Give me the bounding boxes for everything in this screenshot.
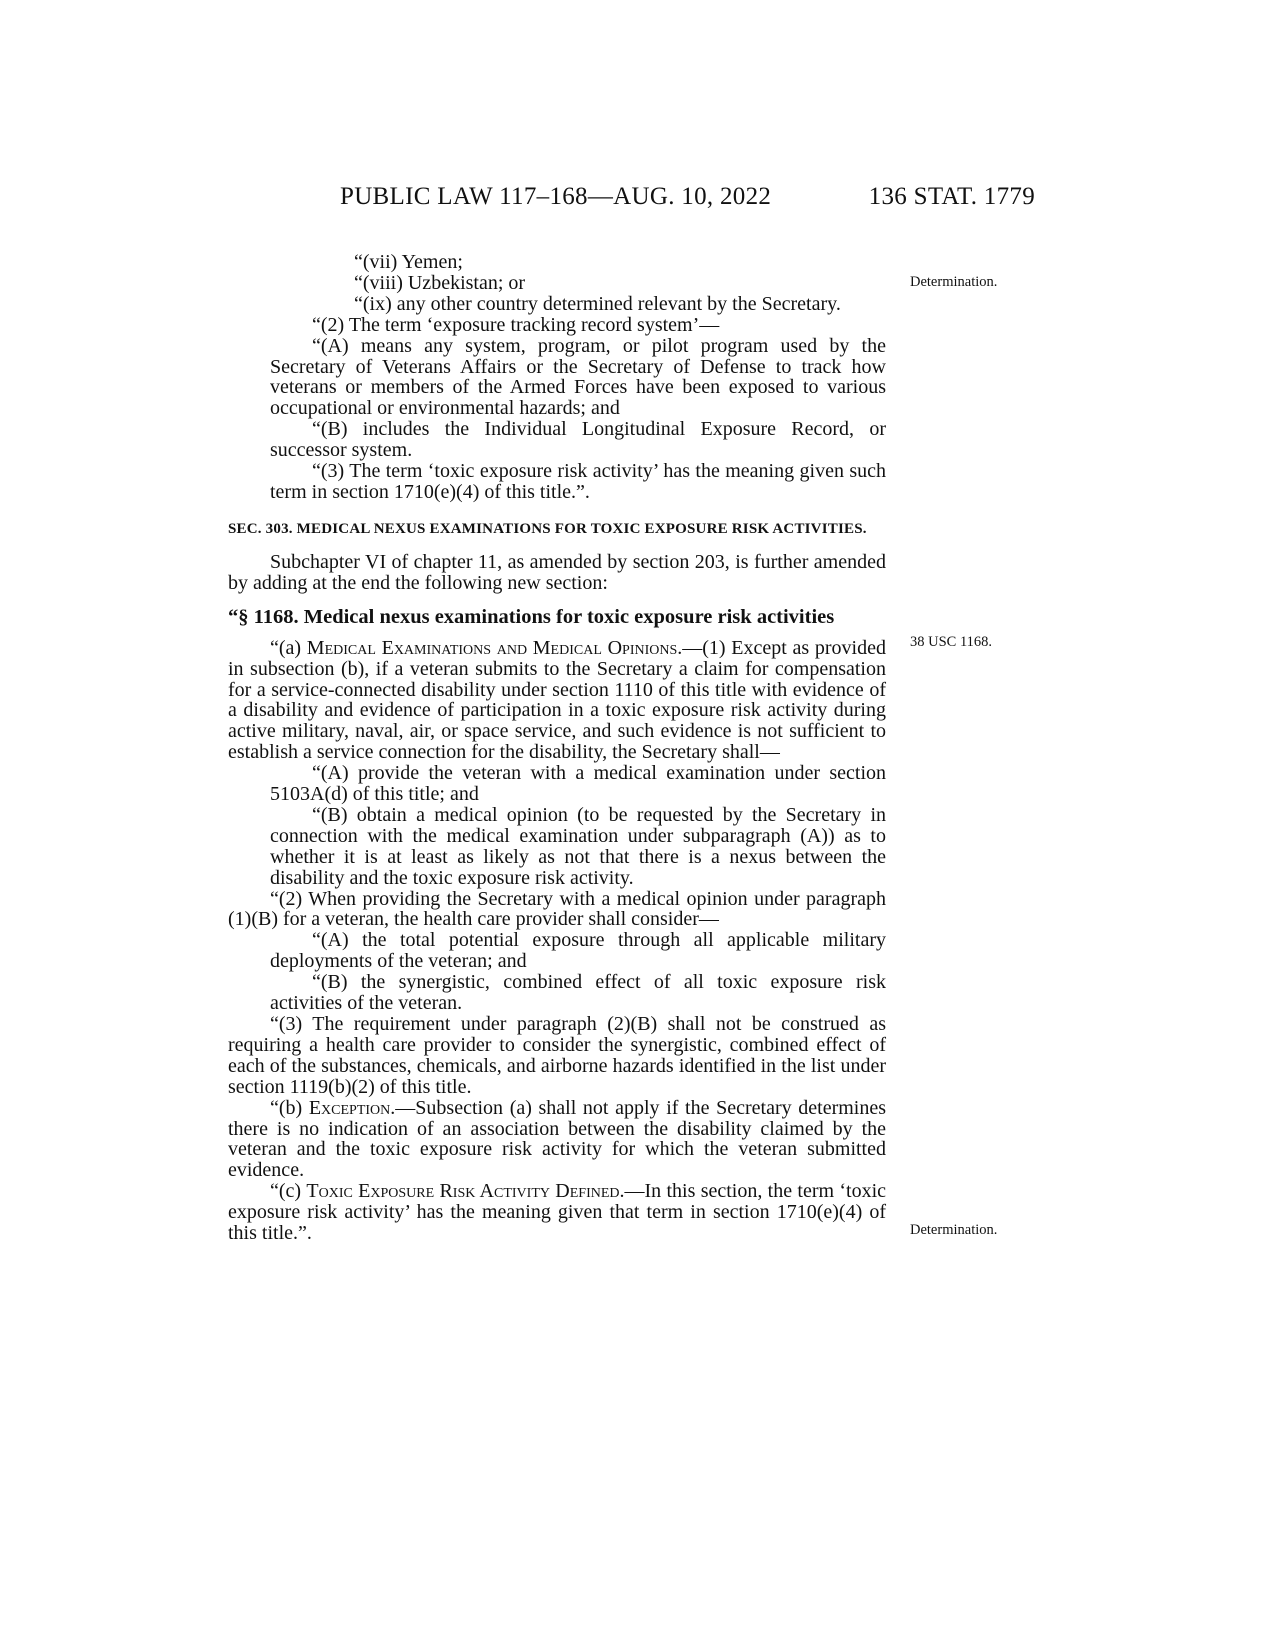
subparagraph-1a: “(A) provide the veteran with a medical examination under section 5103A(d) of this title; and [270,762,886,806]
page-header [340,183,1035,223]
subsection-c-text: .—In this section, the term ‘toxic exposure risk activity’ has the meaning given that term in section 1710(e)(4) of this title.”. [228,1180,886,1245]
margin-note-usc-citation: 38 USC 1168. [910,634,993,650]
subsection-c-prefix: “(c) [270,1180,307,1203]
header-stat-page: 136 STAT. 1779 [868,183,1035,210]
subparagraph-2b: “(B) includes the Individual Longitudinal Exposure Record, or successor system. [270,418,886,462]
subsection-b-prefix: “(b) [270,1096,309,1119]
subsection-a-text: .—(1) Except as provided in subsection (b), if a veteran submits to the Secretary a claim for compensation for a service-connected disability under section 1110 of this title with evidence of a disability and evidence of participation in a toxic exposure risk activity during active military, naval, air, or space service, and such evidence is not sufficient to establish a service connection for the disability, the Secretary shall— [228,636,886,764]
subparagraph-2a-exposure: “(A) the total potential exposure through all applicable military deployments of the veteran; and [270,929,886,973]
clause-ix: “(ix) any other country determined relevant by the Secretary. [354,292,841,315]
margin-note-determination: Determination. [910,1222,998,1238]
subsection-a-prefix: “(a) [270,636,307,659]
subparagraph-2a: “(A) means any system, program, or pilot program used by the Secretary of Veterans Affairs or the Secretary of Defense to track how veterans or members of the Armed Forces have been exposed to various occupational or environmental hazards; and [270,334,886,420]
paragraph-3: “(3) The term ‘toxic exposure risk activity’ has the meaning given such term in section 1710(e)(4) of this title.”. [270,460,886,503]
paragraph-2: “(2) The term ‘exposure tracking record system’— [312,313,720,336]
document-body [228,252,886,1244]
subsection-heading: “§ 1168. Medical nexus examinations for toxic exposure risk activities [228,605,835,628]
paragraph-a3: “(3) The requirement under paragraph (2)(B) shall not be construed as requiring a health care provider to consider the synergistic, combined effect of each of the substances, chemicals, and airborne hazards identified in the list under section 1119(b)(2) of this title. [228,1013,886,1098]
subsection-a-heading: Medical Examinations and Medical Opinions [306,636,678,659]
clause-viii: “(viii) Uzbekistan; or [354,271,526,294]
subparagraph-2b-synergistic: “(B) the synergistic, combined effect of all toxic exposure risk activities of the veteran. [270,971,886,1015]
clause-vii: “(vii) Yemen; [354,251,463,273]
subsection-b-heading: Exception [308,1096,391,1119]
subsection-b-text: .—Subsection (a) shall not apply if the Secretary determines there is no indication of an association between the disability claimed by the veteran and the toxic exposure risk activity for which the veteran submitted evidence. [228,1096,887,1182]
intro-paragraph: Subchapter VI of chapter 11, as amended by section 203, is further amended by adding at the end the following new section: [228,550,886,594]
header-public-law: PUBLIC LAW 117–168—AUG. 10, 2022 [340,183,772,210]
paragraph-a2: “(2) When providing the Secretary with a medical opinion under paragraph (1)(B) for a veteran, the health care provider shall consider— [228,887,886,931]
subsection-b [228,1098,886,1182]
subsection-c-heading: Toxic Exposure Risk Activity Defined [306,1180,620,1203]
subsection-a [228,638,886,763]
subparagraph-1b: “(B) obtain a medical opinion (to be requested by the Secretary in connection with the medical examination under subparagraph (A)) as to whether it is at least as likely as not that there is a nexus between the disability and the toxic exposure risk activity. [270,803,886,889]
subsection-c [228,1181,886,1244]
section-heading: SEC. 303. MEDICAL NEXUS EXAMINATIONS FOR TOXIC EXPOSURE RISK ACTIVITIES. [228,520,867,537]
margin-note-determination: Determination. [910,274,998,290]
